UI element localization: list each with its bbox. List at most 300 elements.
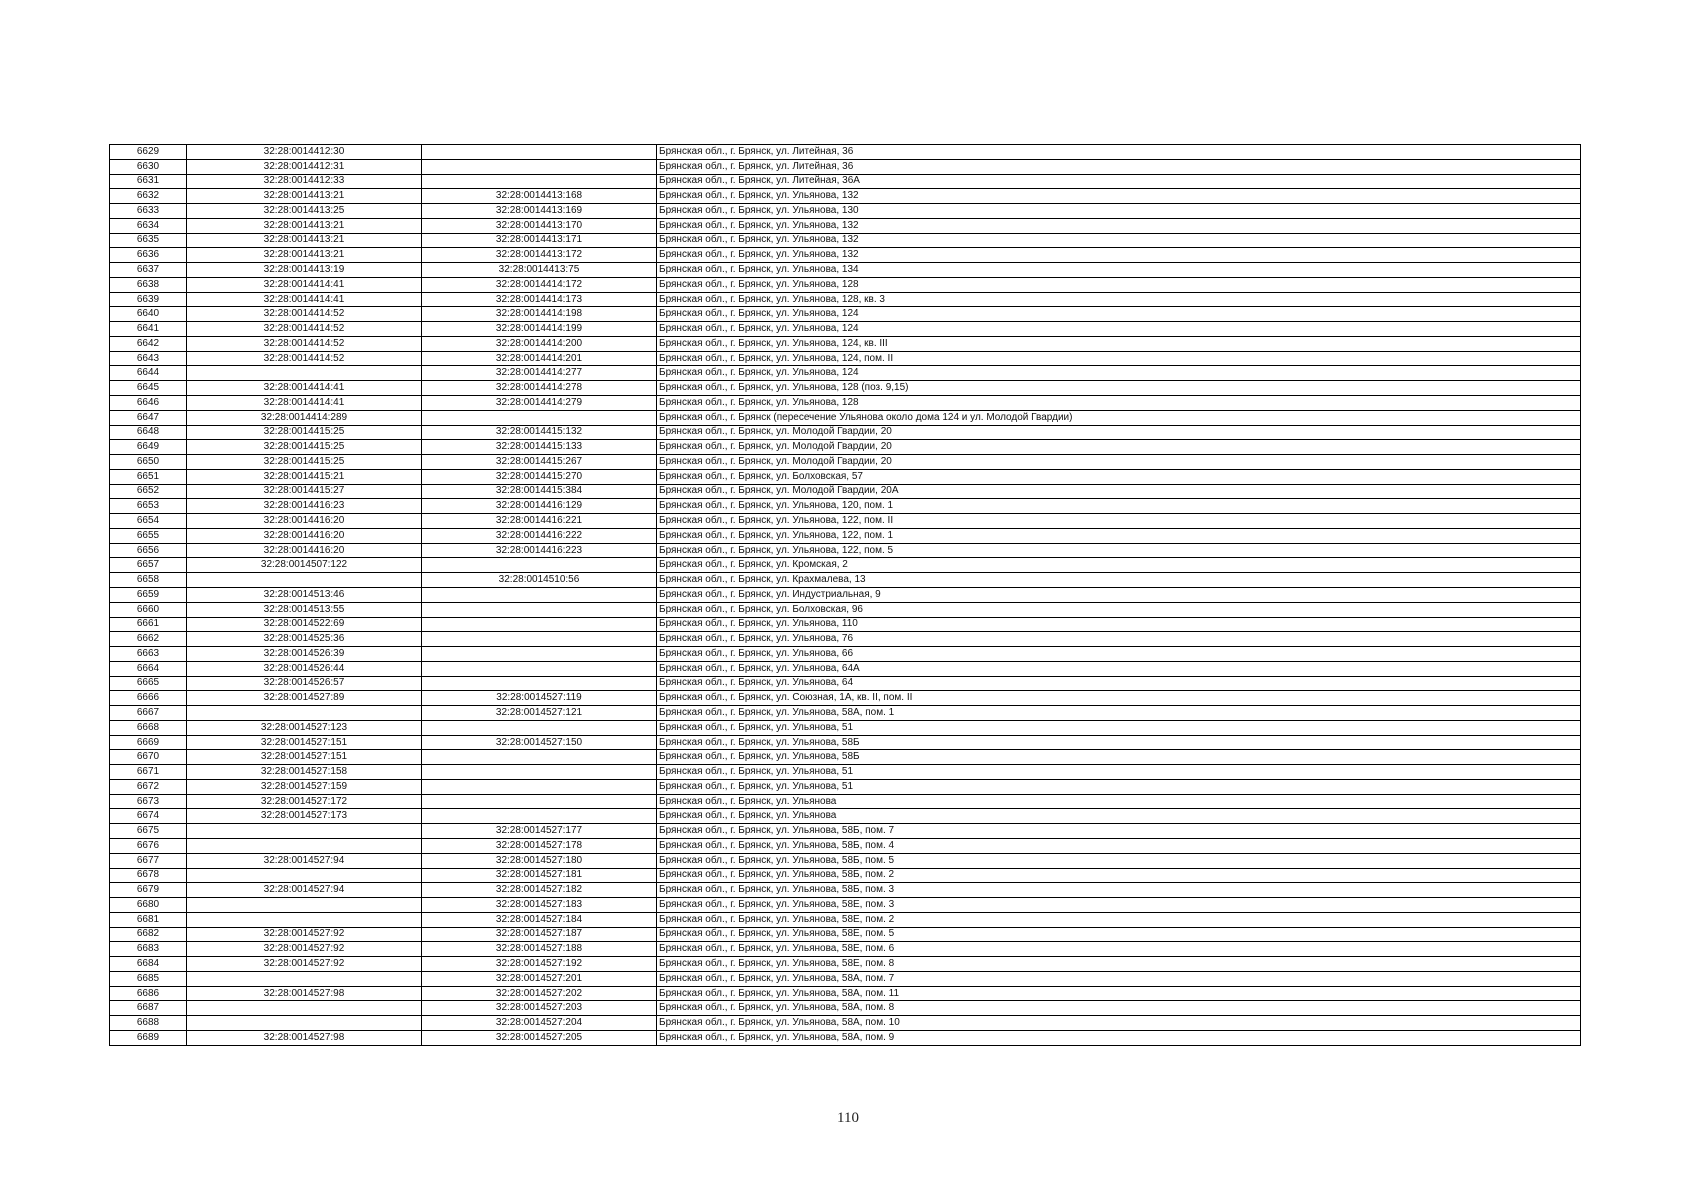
row-number-cell: 6660 bbox=[110, 602, 187, 617]
address-cell: Брянская обл., г. Брянск, ул. Молодой Гвардии, 20 bbox=[657, 425, 1581, 440]
row-number-cell: 6629 bbox=[110, 145, 187, 160]
building-number-cell: 32:28:0014527:181 bbox=[422, 868, 657, 883]
cadastral-number-cell: 32:28:0014414:52 bbox=[187, 307, 422, 322]
building-number-cell: 32:28:0014527:183 bbox=[422, 898, 657, 913]
table-row bbox=[110, 189, 1581, 204]
address-cell: Брянская обл., г. Брянск, ул. Ульянова, 132 bbox=[657, 233, 1581, 248]
table-row bbox=[110, 824, 1581, 839]
address-cell: Брянская обл., г. Брянск, ул. Литейная, 36А bbox=[657, 174, 1581, 189]
building-number-cell: 32:28:0014527:119 bbox=[422, 691, 657, 706]
row-number-cell: 6636 bbox=[110, 248, 187, 263]
address-cell: Брянская обл., г. Брянск, ул. Ульянова, 58Е, пом. 3 bbox=[657, 898, 1581, 913]
address-cell: Брянская обл., г. Брянск, ул. Молодой Гвардии, 20А bbox=[657, 484, 1581, 499]
table-row bbox=[110, 676, 1581, 691]
table-row bbox=[110, 647, 1581, 662]
row-number-cell: 6665 bbox=[110, 676, 187, 691]
row-number-cell: 6655 bbox=[110, 528, 187, 543]
address-cell: Брянская обл., г. Брянск, ул. Ульянова, 58А, пом. 1 bbox=[657, 706, 1581, 721]
building-number-cell bbox=[422, 145, 657, 160]
table-row bbox=[110, 307, 1581, 322]
table-row bbox=[110, 336, 1581, 351]
row-number-cell: 6632 bbox=[110, 189, 187, 204]
row-number-cell: 6679 bbox=[110, 883, 187, 898]
address-cell: Брянская обл., г. Брянск, ул. Ульянова, 66 bbox=[657, 647, 1581, 662]
row-number-cell: 6688 bbox=[110, 1016, 187, 1031]
cadastral-number-cell: 32:28:0014527:98 bbox=[187, 986, 422, 1001]
address-cell: Брянская обл., г. Брянск, ул. Ульянова, 58А, пом. 11 bbox=[657, 986, 1581, 1001]
row-number-cell: 6687 bbox=[110, 1001, 187, 1016]
address-cell: Брянская обл., г. Брянск, ул. Союзная, 1А, кв. II, пом. II bbox=[657, 691, 1581, 706]
building-number-cell: 32:28:0014527:184 bbox=[422, 912, 657, 927]
address-cell: Брянская обл., г. Брянск, ул. Ульянова, 124 bbox=[657, 366, 1581, 381]
row-number-cell: 6670 bbox=[110, 750, 187, 765]
cadastral-number-cell: 32:28:0014414:52 bbox=[187, 351, 422, 366]
row-number-cell: 6645 bbox=[110, 381, 187, 396]
cadastral-number-cell bbox=[187, 824, 422, 839]
address-cell: Брянская обл., г. Брянск, ул. Литейная, 36 bbox=[657, 159, 1581, 174]
building-number-cell bbox=[422, 602, 657, 617]
table-row bbox=[110, 706, 1581, 721]
building-number-cell bbox=[422, 617, 657, 632]
building-number-cell: 32:28:0014527:177 bbox=[422, 824, 657, 839]
cadastral-number-cell: 32:28:0014527:173 bbox=[187, 809, 422, 824]
table-row bbox=[110, 366, 1581, 381]
cadastral-number-cell: 32:28:0014527:172 bbox=[187, 794, 422, 809]
row-number-cell: 6637 bbox=[110, 263, 187, 278]
building-number-cell: 32:28:0014527:202 bbox=[422, 986, 657, 1001]
address-cell: Брянская обл., г. Брянск, ул. Ульянова, 124 bbox=[657, 307, 1581, 322]
address-cell: Брянская обл., г. Брянск, ул. Крахмалева, 13 bbox=[657, 573, 1581, 588]
table-body bbox=[110, 145, 1581, 1046]
row-number-cell: 6683 bbox=[110, 942, 187, 957]
cadastral-number-cell bbox=[187, 1001, 422, 1016]
row-number-cell: 6639 bbox=[110, 292, 187, 307]
row-number-cell: 6689 bbox=[110, 1030, 187, 1045]
address-cell: Брянская обл., г. Брянск, ул. Ульянова, 58Е, пом. 5 bbox=[657, 927, 1581, 942]
building-number-cell: 32:28:0014414:278 bbox=[422, 381, 657, 396]
row-number-cell: 6664 bbox=[110, 661, 187, 676]
building-number-cell bbox=[422, 750, 657, 765]
cadastral-number-cell: 32:28:0014513:55 bbox=[187, 602, 422, 617]
row-number-cell: 6648 bbox=[110, 425, 187, 440]
row-number-cell: 6684 bbox=[110, 957, 187, 972]
cadastral-number-cell bbox=[187, 838, 422, 853]
table-row bbox=[110, 1016, 1581, 1031]
building-number-cell bbox=[422, 558, 657, 573]
row-number-cell: 6663 bbox=[110, 647, 187, 662]
address-cell: Брянская обл., г. Брянск, ул. Ульянова, 58Е, пом. 2 bbox=[657, 912, 1581, 927]
address-cell: Брянская обл., г. Брянск, ул. Ульянова, 58Б, пом. 5 bbox=[657, 853, 1581, 868]
building-number-cell bbox=[422, 174, 657, 189]
row-number-cell: 6671 bbox=[110, 765, 187, 780]
table-row bbox=[110, 661, 1581, 676]
address-cell: Брянская обл., г. Брянск, ул. Ульянова, 64А bbox=[657, 661, 1581, 676]
address-cell: Брянская обл., г. Брянск, ул. Ульянова, 122, пом. 1 bbox=[657, 528, 1581, 543]
building-number-cell: 32:28:0014416:221 bbox=[422, 514, 657, 529]
table-row bbox=[110, 455, 1581, 470]
cadastral-number-cell: 32:28:0014527:158 bbox=[187, 765, 422, 780]
address-cell: Брянская обл., г. Брянск, ул. Болховская, 96 bbox=[657, 602, 1581, 617]
table-row bbox=[110, 883, 1581, 898]
address-cell: Брянская обл., г. Брянск, ул. Ульянова, 58Е, пом. 8 bbox=[657, 957, 1581, 972]
table-row bbox=[110, 632, 1581, 647]
cadastral-number-cell: 32:28:0014527:159 bbox=[187, 779, 422, 794]
row-number-cell: 6668 bbox=[110, 720, 187, 735]
cadastral-number-cell: 32:28:0014527:92 bbox=[187, 957, 422, 972]
table-row bbox=[110, 218, 1581, 233]
building-number-cell bbox=[422, 809, 657, 824]
table-row bbox=[110, 351, 1581, 366]
table-row bbox=[110, 587, 1581, 602]
address-cell: Брянская обл., г. Брянск, ул. Ульянова, 110 bbox=[657, 617, 1581, 632]
cadastral-number-cell bbox=[187, 971, 422, 986]
address-cell: Брянская обл., г. Брянск, ул. Ульянова, 132 bbox=[657, 189, 1581, 204]
table-row bbox=[110, 838, 1581, 853]
cadastral-number-cell: 32:28:0014415:25 bbox=[187, 455, 422, 470]
cadastral-number-cell: 32:28:0014412:33 bbox=[187, 174, 422, 189]
cadastral-number-cell: 32:28:0014525:36 bbox=[187, 632, 422, 647]
building-number-cell: 32:28:0014414:277 bbox=[422, 366, 657, 381]
building-number-cell: 32:28:0014415:384 bbox=[422, 484, 657, 499]
row-number-cell: 6634 bbox=[110, 218, 187, 233]
building-number-cell: 32:28:0014413:168 bbox=[422, 189, 657, 204]
table-row bbox=[110, 263, 1581, 278]
cadastral-number-cell: 32:28:0014414:41 bbox=[187, 396, 422, 411]
row-number-cell: 6652 bbox=[110, 484, 187, 499]
address-cell: Брянская обл., г. Брянск, ул. Литейная, 36 bbox=[657, 145, 1581, 160]
cadastral-number-cell: 32:28:0014527:92 bbox=[187, 942, 422, 957]
building-number-cell: 32:28:0014527:188 bbox=[422, 942, 657, 957]
table-row bbox=[110, 720, 1581, 735]
data-table bbox=[109, 144, 1581, 1046]
cadastral-number-cell: 32:28:0014522:69 bbox=[187, 617, 422, 632]
table-row bbox=[110, 868, 1581, 883]
building-number-cell: 32:28:0014527:201 bbox=[422, 971, 657, 986]
table-row bbox=[110, 277, 1581, 292]
row-number-cell: 6654 bbox=[110, 514, 187, 529]
row-number-cell: 6653 bbox=[110, 499, 187, 514]
address-cell: Брянская обл., г. Брянск, ул. Ульянова, 128 bbox=[657, 277, 1581, 292]
table-row bbox=[110, 1030, 1581, 1045]
cadastral-number-cell: 32:28:0014414:41 bbox=[187, 292, 422, 307]
row-number-cell: 6649 bbox=[110, 440, 187, 455]
table-row bbox=[110, 233, 1581, 248]
address-cell: Брянская обл., г. Брянск, ул. Кромская, 2 bbox=[657, 558, 1581, 573]
table-row bbox=[110, 853, 1581, 868]
cadastral-number-cell: 32:28:0014413:25 bbox=[187, 204, 422, 219]
building-number-cell: 32:28:0014527:150 bbox=[422, 735, 657, 750]
building-number-cell: 32:28:0014414:199 bbox=[422, 322, 657, 337]
address-cell: Брянская обл., г. Брянск, ул. Ульянова, 124, пом. II bbox=[657, 351, 1581, 366]
address-cell: Брянская обл., г. Брянск, ул. Ульянова bbox=[657, 809, 1581, 824]
address-cell: Брянская обл., г. Брянск, ул. Ульянова, 120, пом. 1 bbox=[657, 499, 1581, 514]
cadastral-number-cell bbox=[187, 706, 422, 721]
table-row bbox=[110, 750, 1581, 765]
row-number-cell: 6644 bbox=[110, 366, 187, 381]
cadastral-number-cell: 32:28:0014413:21 bbox=[187, 248, 422, 263]
address-cell: Брянская обл., г. Брянск, ул. Ульянова, 58А, пом. 7 bbox=[657, 971, 1581, 986]
table-row bbox=[110, 514, 1581, 529]
row-number-cell: 6677 bbox=[110, 853, 187, 868]
table-row bbox=[110, 204, 1581, 219]
cadastral-number-cell: 32:28:0014527:92 bbox=[187, 927, 422, 942]
table-row bbox=[110, 794, 1581, 809]
table-row bbox=[110, 396, 1581, 411]
table-row bbox=[110, 543, 1581, 558]
building-number-cell bbox=[422, 159, 657, 174]
row-number-cell: 6650 bbox=[110, 455, 187, 470]
address-cell: Брянская обл., г. Брянск (пересечение Ульянова около дома 124 и ул. Молодой Гвардии) bbox=[657, 410, 1581, 425]
building-number-cell: 32:28:0014415:270 bbox=[422, 469, 657, 484]
cadastral-number-cell: 32:28:0014527:94 bbox=[187, 853, 422, 868]
table-row bbox=[110, 765, 1581, 780]
cadastral-number-cell: 32:28:0014413:21 bbox=[187, 233, 422, 248]
table-row bbox=[110, 159, 1581, 174]
cadastral-number-cell: 32:28:0014412:31 bbox=[187, 159, 422, 174]
table-row bbox=[110, 691, 1581, 706]
row-number-cell: 6673 bbox=[110, 794, 187, 809]
row-number-cell: 6678 bbox=[110, 868, 187, 883]
address-cell: Брянская обл., г. Брянск, ул. Ульянова, 58А, пом. 10 bbox=[657, 1016, 1581, 1031]
table-row bbox=[110, 248, 1581, 263]
row-number-cell: 6659 bbox=[110, 587, 187, 602]
address-cell: Брянская обл., г. Брянск, ул. Молодой Гвардии, 20 bbox=[657, 455, 1581, 470]
table-row bbox=[110, 573, 1581, 588]
cadastral-number-cell bbox=[187, 573, 422, 588]
cadastral-number-cell: 32:28:0014416:23 bbox=[187, 499, 422, 514]
address-cell: Брянская обл., г. Брянск, ул. Индустриальная, 9 bbox=[657, 587, 1581, 602]
row-number-cell: 6657 bbox=[110, 558, 187, 573]
row-number-cell: 6630 bbox=[110, 159, 187, 174]
address-cell: Брянская обл., г. Брянск, ул. Ульянова, 128, кв. 3 bbox=[657, 292, 1581, 307]
building-number-cell bbox=[422, 647, 657, 662]
table-row bbox=[110, 174, 1581, 189]
building-number-cell: 32:28:0014414:279 bbox=[422, 396, 657, 411]
building-number-cell: 32:28:0014413:75 bbox=[422, 263, 657, 278]
table-row bbox=[110, 942, 1581, 957]
row-number-cell: 6666 bbox=[110, 691, 187, 706]
building-number-cell: 32:28:0014416:222 bbox=[422, 528, 657, 543]
building-number-cell: 32:28:0014413:172 bbox=[422, 248, 657, 263]
row-number-cell: 6658 bbox=[110, 573, 187, 588]
building-number-cell bbox=[422, 720, 657, 735]
building-number-cell: 32:28:0014527:180 bbox=[422, 853, 657, 868]
row-number-cell: 6641 bbox=[110, 322, 187, 337]
building-number-cell: 32:28:0014527:182 bbox=[422, 883, 657, 898]
address-cell: Брянская обл., г. Брянск, ул. Молодой Гвардии, 20 bbox=[657, 440, 1581, 455]
cadastral-number-cell bbox=[187, 868, 422, 883]
page-number: 110 bbox=[837, 1110, 859, 1126]
cadastral-number-cell: 32:28:0014507:122 bbox=[187, 558, 422, 573]
address-cell: Брянская обл., г. Брянск, ул. Ульянова, 122, пом. 5 bbox=[657, 543, 1581, 558]
table-row bbox=[110, 558, 1581, 573]
address-cell: Брянская обл., г. Брянск, ул. Ульянова, 64 bbox=[657, 676, 1581, 691]
row-number-cell: 6675 bbox=[110, 824, 187, 839]
row-number-cell: 6640 bbox=[110, 307, 187, 322]
table-row bbox=[110, 735, 1581, 750]
table-row bbox=[110, 499, 1581, 514]
building-number-cell bbox=[422, 794, 657, 809]
table-row bbox=[110, 425, 1581, 440]
cadastral-number-cell: 32:28:0014526:39 bbox=[187, 647, 422, 662]
cadastral-number-cell: 32:28:0014415:21 bbox=[187, 469, 422, 484]
table-row bbox=[110, 617, 1581, 632]
address-cell: Брянская обл., г. Брянск, ул. Ульянова, 58Е, пом. 6 bbox=[657, 942, 1581, 957]
address-cell: Брянская обл., г. Брянск, ул. Ульянова, 58А, пом. 8 bbox=[657, 1001, 1581, 1016]
address-cell: Брянская обл., г. Брянск, ул. Ульянова, 130 bbox=[657, 204, 1581, 219]
building-number-cell: 32:28:0014527:121 bbox=[422, 706, 657, 721]
building-number-cell: 32:28:0014414:200 bbox=[422, 336, 657, 351]
row-number-cell: 6669 bbox=[110, 735, 187, 750]
cadastral-number-cell: 32:28:0014416:20 bbox=[187, 543, 422, 558]
address-cell: Брянская обл., г. Брянск, ул. Ульянова, 122, пом. II bbox=[657, 514, 1581, 529]
cadastral-number-cell: 32:28:0014527:89 bbox=[187, 691, 422, 706]
row-number-cell: 6646 bbox=[110, 396, 187, 411]
cadastral-number-cell bbox=[187, 1016, 422, 1031]
building-number-cell: 32:28:0014527:205 bbox=[422, 1030, 657, 1045]
row-number-cell: 6643 bbox=[110, 351, 187, 366]
address-cell: Брянская обл., г. Брянск, ул. Ульянова, 58Б, пом. 3 bbox=[657, 883, 1581, 898]
address-cell: Брянская обл., г. Брянск, ул. Ульянова bbox=[657, 794, 1581, 809]
building-number-cell bbox=[422, 587, 657, 602]
table-row bbox=[110, 469, 1581, 484]
address-cell: Брянская обл., г. Брянск, ул. Ульянова, 58Б, пом. 4 bbox=[657, 838, 1581, 853]
building-number-cell bbox=[422, 632, 657, 647]
building-number-cell: 32:28:0014527:192 bbox=[422, 957, 657, 972]
building-number-cell: 32:28:0014527:178 bbox=[422, 838, 657, 853]
address-cell: Брянская обл., г. Брянск, ул. Ульянова, 58Б, пом. 7 bbox=[657, 824, 1581, 839]
building-number-cell: 32:28:0014527:187 bbox=[422, 927, 657, 942]
building-number-cell: 32:28:0014413:171 bbox=[422, 233, 657, 248]
row-number-cell: 6672 bbox=[110, 779, 187, 794]
table-row bbox=[110, 381, 1581, 396]
cadastral-number-cell bbox=[187, 366, 422, 381]
cadastral-number-cell: 32:28:0014413:21 bbox=[187, 189, 422, 204]
cadastral-number-cell: 32:28:0014527:98 bbox=[187, 1030, 422, 1045]
table-row bbox=[110, 898, 1581, 913]
building-number-cell: 32:28:0014510:56 bbox=[422, 573, 657, 588]
cadastral-number-cell: 32:28:0014527:151 bbox=[187, 750, 422, 765]
building-number-cell: 32:28:0014414:173 bbox=[422, 292, 657, 307]
building-number-cell: 32:28:0014413:169 bbox=[422, 204, 657, 219]
table-row bbox=[110, 440, 1581, 455]
table-row bbox=[110, 322, 1581, 337]
address-cell: Брянская обл., г. Брянск, ул. Ульянова, 58Б, пом. 2 bbox=[657, 868, 1581, 883]
table-row bbox=[110, 809, 1581, 824]
building-number-cell: 32:28:0014415:133 bbox=[422, 440, 657, 455]
address-cell: Брянская обл., г. Брянск, ул. Ульянова, 124, кв. III bbox=[657, 336, 1581, 351]
row-number-cell: 6667 bbox=[110, 706, 187, 721]
address-cell: Брянская обл., г. Брянск, ул. Болховская, 57 bbox=[657, 469, 1581, 484]
cadastral-number-cell: 32:28:0014415:27 bbox=[187, 484, 422, 499]
table-row bbox=[110, 779, 1581, 794]
building-number-cell: 32:28:0014416:223 bbox=[422, 543, 657, 558]
building-number-cell: 32:28:0014416:129 bbox=[422, 499, 657, 514]
address-cell: Брянская обл., г. Брянск, ул. Ульянова, 51 bbox=[657, 720, 1581, 735]
table-row bbox=[110, 971, 1581, 986]
address-cell: Брянская обл., г. Брянск, ул. Ульянова, 128 (поз. 9,15) bbox=[657, 381, 1581, 396]
cadastral-number-cell: 32:28:0014416:20 bbox=[187, 514, 422, 529]
row-number-cell: 6642 bbox=[110, 336, 187, 351]
row-number-cell: 6647 bbox=[110, 410, 187, 425]
building-number-cell: 32:28:0014415:267 bbox=[422, 455, 657, 470]
table-row bbox=[110, 986, 1581, 1001]
address-cell: Брянская обл., г. Брянск, ул. Ульянова, 124 bbox=[657, 322, 1581, 337]
address-cell: Брянская обл., г. Брянск, ул. Ульянова, 58А, пом. 9 bbox=[657, 1030, 1581, 1045]
row-number-cell: 6635 bbox=[110, 233, 187, 248]
cadastral-number-cell: 32:28:0014414:41 bbox=[187, 277, 422, 292]
table-row bbox=[110, 484, 1581, 499]
building-number-cell: 32:28:0014414:198 bbox=[422, 307, 657, 322]
row-number-cell: 6656 bbox=[110, 543, 187, 558]
cadastral-number-cell: 32:28:0014526:57 bbox=[187, 676, 422, 691]
table-row bbox=[110, 145, 1581, 160]
row-number-cell: 6685 bbox=[110, 971, 187, 986]
address-cell: Брянская обл., г. Брянск, ул. Ульянова, 128 bbox=[657, 396, 1581, 411]
cadastral-number-cell: 32:28:0014414:52 bbox=[187, 322, 422, 337]
address-cell: Брянская обл., г. Брянск, ул. Ульянова, 132 bbox=[657, 248, 1581, 263]
row-number-cell: 6638 bbox=[110, 277, 187, 292]
table-row bbox=[110, 528, 1581, 543]
table-row bbox=[110, 912, 1581, 927]
cadastral-number-cell: 32:28:0014527:94 bbox=[187, 883, 422, 898]
building-number-cell: 32:28:0014413:170 bbox=[422, 218, 657, 233]
cadastral-number-cell bbox=[187, 898, 422, 913]
row-number-cell: 6633 bbox=[110, 204, 187, 219]
building-number-cell: 32:28:0014527:204 bbox=[422, 1016, 657, 1031]
address-cell: Брянская обл., г. Брянск, ул. Ульянова, 58Б bbox=[657, 750, 1581, 765]
building-number-cell bbox=[422, 410, 657, 425]
cadastral-number-cell: 32:28:0014527:123 bbox=[187, 720, 422, 735]
cadastral-number-cell: 32:28:0014414:52 bbox=[187, 336, 422, 351]
building-number-cell: 32:28:0014527:203 bbox=[422, 1001, 657, 1016]
address-cell: Брянская обл., г. Брянск, ул. Ульянова, 132 bbox=[657, 218, 1581, 233]
table-row bbox=[110, 292, 1581, 307]
table-row bbox=[110, 410, 1581, 425]
address-cell: Брянская обл., г. Брянск, ул. Ульянова, 76 bbox=[657, 632, 1581, 647]
row-number-cell: 6682 bbox=[110, 927, 187, 942]
row-number-cell: 6661 bbox=[110, 617, 187, 632]
cadastral-number-cell: 32:28:0014526:44 bbox=[187, 661, 422, 676]
cadastral-number-cell: 32:28:0014415:25 bbox=[187, 440, 422, 455]
row-number-cell: 6674 bbox=[110, 809, 187, 824]
cadastral-number-cell: 32:28:0014413:21 bbox=[187, 218, 422, 233]
address-cell: Брянская обл., г. Брянск, ул. Ульянова, 134 bbox=[657, 263, 1581, 278]
cadastral-number-cell: 32:28:0014412:30 bbox=[187, 145, 422, 160]
building-number-cell bbox=[422, 779, 657, 794]
cadastral-number-cell bbox=[187, 912, 422, 927]
row-number-cell: 6681 bbox=[110, 912, 187, 927]
table-row bbox=[110, 927, 1581, 942]
row-number-cell: 6651 bbox=[110, 469, 187, 484]
row-number-cell: 6680 bbox=[110, 898, 187, 913]
cadastral-number-cell: 32:28:0014415:25 bbox=[187, 425, 422, 440]
table-row bbox=[110, 957, 1581, 972]
building-number-cell bbox=[422, 676, 657, 691]
table-row bbox=[110, 602, 1581, 617]
cadastral-number-cell: 32:28:0014416:20 bbox=[187, 528, 422, 543]
cadastral-number-cell: 32:28:0014513:46 bbox=[187, 587, 422, 602]
table-row bbox=[110, 1001, 1581, 1016]
building-number-cell: 32:28:0014415:132 bbox=[422, 425, 657, 440]
building-number-cell bbox=[422, 765, 657, 780]
row-number-cell: 6662 bbox=[110, 632, 187, 647]
building-number-cell: 32:28:0014414:172 bbox=[422, 277, 657, 292]
address-cell: Брянская обл., г. Брянск, ул. Ульянова, 51 bbox=[657, 779, 1581, 794]
row-number-cell: 6676 bbox=[110, 838, 187, 853]
address-cell: Брянская обл., г. Брянск, ул. Ульянова, 58Б bbox=[657, 735, 1581, 750]
cadastral-number-cell: 32:28:0014414:289 bbox=[187, 410, 422, 425]
